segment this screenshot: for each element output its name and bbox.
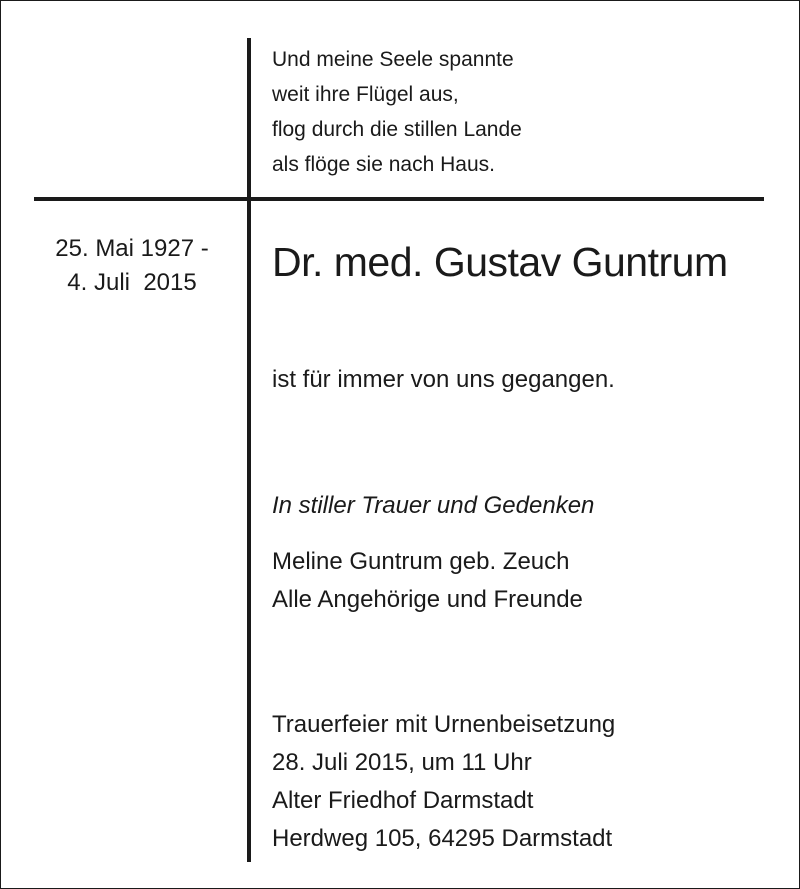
mourner: Meline Guntrum geb. Zeuch <box>272 548 570 575</box>
service-line: 28. Juli 2015, um 11 Uhr <box>272 749 532 776</box>
death-date: 4. Juli 2015 <box>67 269 197 296</box>
mourners-list <box>272 543 583 619</box>
poem-line: als flöge sie nach Haus. <box>272 153 495 176</box>
poem <box>272 42 522 182</box>
mourner: Alle Angehörige und Freunde <box>272 586 583 613</box>
service-line: Trauerfeier mit Urnenbeisetzung <box>272 711 616 738</box>
cross-vertical-bar <box>247 38 251 862</box>
cross-horizontal-bar <box>34 197 764 201</box>
service-line: Alter Friedhof Darmstadt <box>272 787 534 814</box>
poem-line: Und meine Seele spannte <box>272 48 514 71</box>
poem-line: weit ihre Flügel aus, <box>272 83 459 106</box>
deceased-name: Dr. med. Gustav Guntrum <box>272 239 728 285</box>
service-details <box>272 706 615 858</box>
life-dates <box>34 232 230 300</box>
birth-date: 25. Mai 1927 - <box>55 235 209 262</box>
poem-line: flog durch die stillen Lande <box>272 118 522 141</box>
passing-statement: ist für immer von uns gegangen. <box>272 366 615 393</box>
mourning-heading: In stiller Trauer und Gedenken <box>272 492 595 519</box>
service-line: Herdweg 105, 64295 Darmstadt <box>272 825 613 852</box>
